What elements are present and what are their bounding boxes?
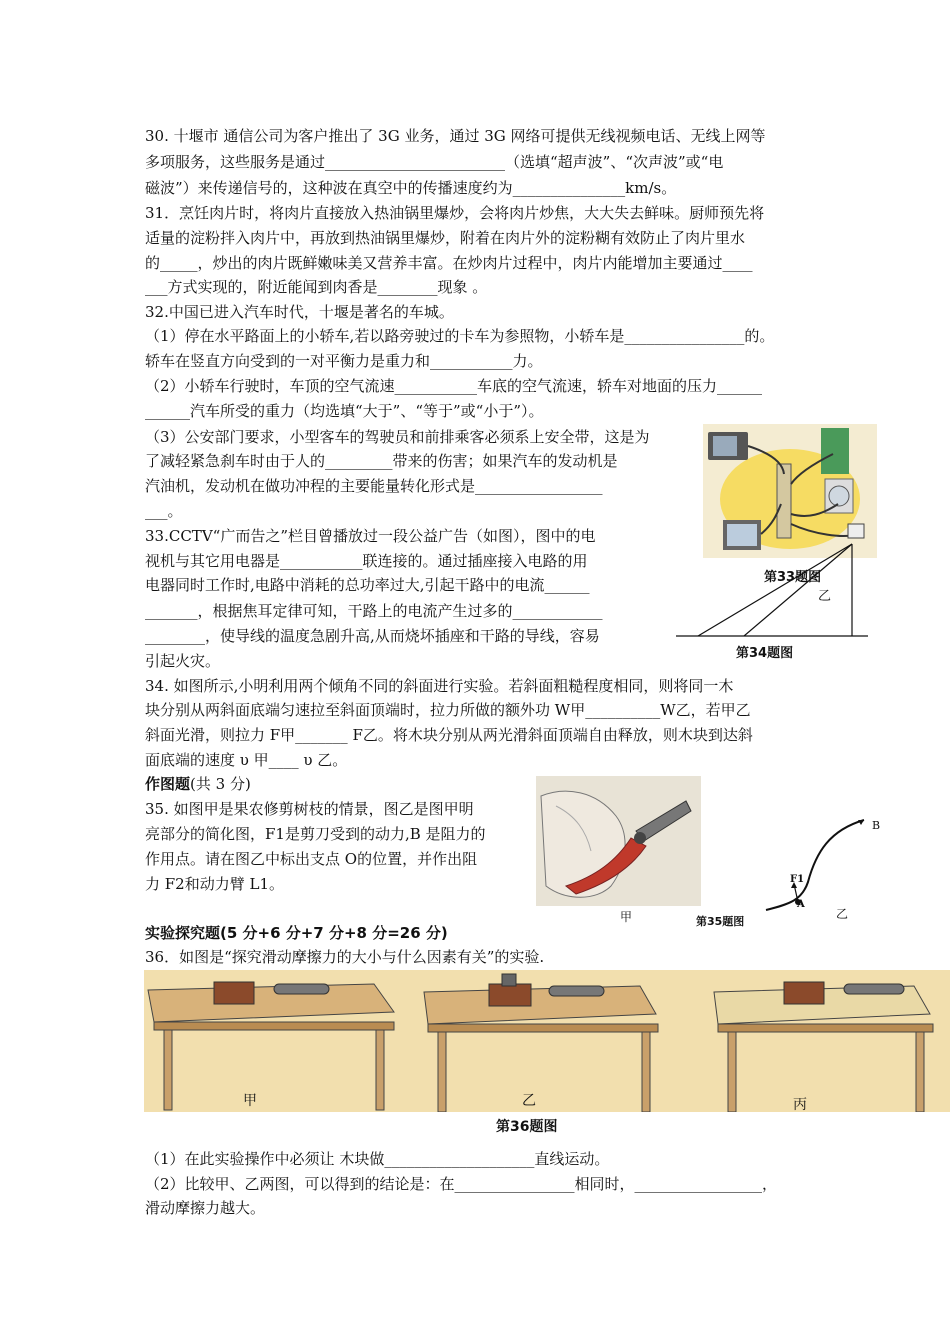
fig35-force-f1: F1 — [790, 874, 805, 885]
fig36-experiment-image — [144, 970, 950, 1112]
q34-line-2: 块分别从两斜面底端匀速拉至斜面顶端时，拉力所做的额外功 W甲__________W乙，若甲乙 — [145, 701, 751, 719]
q31-line-1: 31．烹饪肉片时，将肉片直接放入热油锅里爆炒，会将肉片炒焦，大大失去鲜味。厨师预先将 — [145, 204, 765, 222]
q32-line-3: 轿车在竖直方向受到的一对平衡力是重力和___________力。 — [145, 352, 543, 370]
fig36-caption: 第36题图 — [496, 1119, 558, 1135]
fig35-point-a: A — [797, 899, 805, 910]
section-experiment-heading: 实验探究题(5 分+6 分+7 分+8 分=26 分) — [145, 924, 448, 942]
q32-line-9: ___。 — [145, 502, 183, 520]
q35-line-2: 亮部分的简化图，F1是剪刀受到的动力,B 是阻力的 — [145, 825, 486, 843]
q36-line-1: 36．如图是“探究滑动摩擦力的大小与什么因素有关”的实验. — [145, 948, 545, 966]
q35-line-1: 35. 如图甲是果农修剪树枝的情景，图乙是图甲明 — [145, 800, 474, 818]
q33-line-1: 33.CCTV“广而告之”栏目曾播放过一段公益广告（如图），图中的电 — [145, 527, 596, 545]
q32-line-2: （1）停在水平路面上的小轿车,若以路旁驶过的卡车为参照物，小轿车是________________的。 — [145, 327, 775, 345]
q30-line-3: 磁波”）来传递信号的，这种波在真空中的传播速度约为_______________km/s。 — [145, 179, 677, 197]
q32-line-8: 汽油机，发动机在做功冲程的主要能量转化形式是_________________ — [145, 477, 603, 495]
fig36-label-yi: 乙 — [522, 1093, 536, 1109]
q32-line-5: ______汽车所受的重力（均选填“大于”、“等于”或“小于”）。 — [145, 402, 544, 420]
q33-line-4: _______，根据焦耳定律可知，干路上的电流产生过多的____________ — [145, 602, 603, 620]
fig35-label-yi: 乙 — [836, 907, 849, 921]
q33-line-3: 电器同时工作时,电路中消耗的总功率过大,引起干路中的电流______ — [145, 576, 590, 594]
q34-line-4: 面底端的速度 υ 甲____ υ 乙。 — [145, 751, 348, 769]
fig33-caption: 第33题图 — [764, 570, 822, 585]
fig33-appliances-image — [703, 424, 877, 558]
fig34-label-yi: 乙 — [818, 589, 832, 604]
q36-line-4: 滑动摩擦力越大。 — [145, 1199, 266, 1217]
fig35-lever-diagram — [760, 812, 870, 912]
section-drawing-title: 作图题 — [145, 775, 191, 793]
q32-line-6: （3）公安部门要求，小型客车的驾驶员和前排乘客必须系上安全带，这是为 — [145, 428, 650, 446]
fig34-caption: 第34题图 — [736, 646, 794, 661]
q32-line-1: 32.中国已进入汽车时代，十堰是著名的车城。 — [145, 303, 454, 321]
fig35-shears-image — [536, 776, 701, 906]
q33-line-5: ________，使导线的温度急剧升高,从而烧坏插座和干路的导线，容易 — [145, 627, 600, 645]
fig36-label-jia: 甲 — [243, 1093, 257, 1109]
q36-line-2: （1）在此实验操作中必须让 木块做____________________直线运动。 — [145, 1150, 610, 1168]
q36-line-3: （2）比较甲、乙两图，可以得到的结论是：在________________相同时，_________________， — [145, 1175, 778, 1193]
q30-line-1: 30. 十堰市 通信公司为客户推出了 3G 业务，通过 3G 网络可提供无线视频电话、无线上网等 — [145, 127, 766, 145]
q31-line-2: 适量的淀粉拌入肉片中，再放到热油锅里爆炒，附着在肉片外的淀粉糊有效防止了肉片里水 — [145, 229, 746, 247]
q33-line-6: 引起火灾。 — [145, 652, 221, 670]
section-drawing-score: (共 3 分) — [190, 775, 251, 793]
q31-line-3: 的_____，炒出的肉片既鲜嫩味美又营养丰富。在炒肉片过程中，肉片内能增加主要通过____ — [145, 254, 753, 272]
q35-line-4: 力 F2和动力臂 L1。 — [145, 875, 284, 893]
fig34-inclines-diagram — [676, 540, 871, 640]
fig36-label-bing: 丙 — [793, 1097, 807, 1113]
section-drawing-heading — [145, 773, 251, 795]
q35-line-3: 作用点。请在图乙中标出支点 O的位置，并作出阻 — [145, 850, 478, 868]
q34-line-3: 斜面光滑，则拉力 F甲_______ F乙。将木块分别从两光滑斜面顶端自由释放，则木块到达斜 — [145, 726, 753, 744]
fig35-point-b: B — [872, 819, 881, 832]
fig35-caption: 第35题图 — [696, 915, 745, 928]
q32-line-4: （2）小轿车行驶时，车顶的空气流速___________车底的空气流速，轿车对地面的压力______ — [145, 377, 763, 395]
q32-line-7: 了减轻紧急刹车时由于人的_________带来的伤害；如果汽车的发动机是 — [145, 452, 618, 470]
q34-line-1: 34. 如图所示,小明利用两个倾角不同的斜面进行实验。若斜面粗糙程度相同，则将同一木 — [145, 677, 734, 695]
q30-line-2: 多项服务，这些服务是通过________________________（选填“超声波”、“次声波”或“电 — [145, 153, 724, 171]
fig35-label-jia: 甲 — [620, 910, 633, 924]
q33-line-2: 视机与其它用电器是___________联连接的。通过插座接入电路的用 — [145, 552, 588, 570]
q31-line-4: ___方式实现的，附近能闻到肉香是________现象 。 — [145, 278, 488, 296]
